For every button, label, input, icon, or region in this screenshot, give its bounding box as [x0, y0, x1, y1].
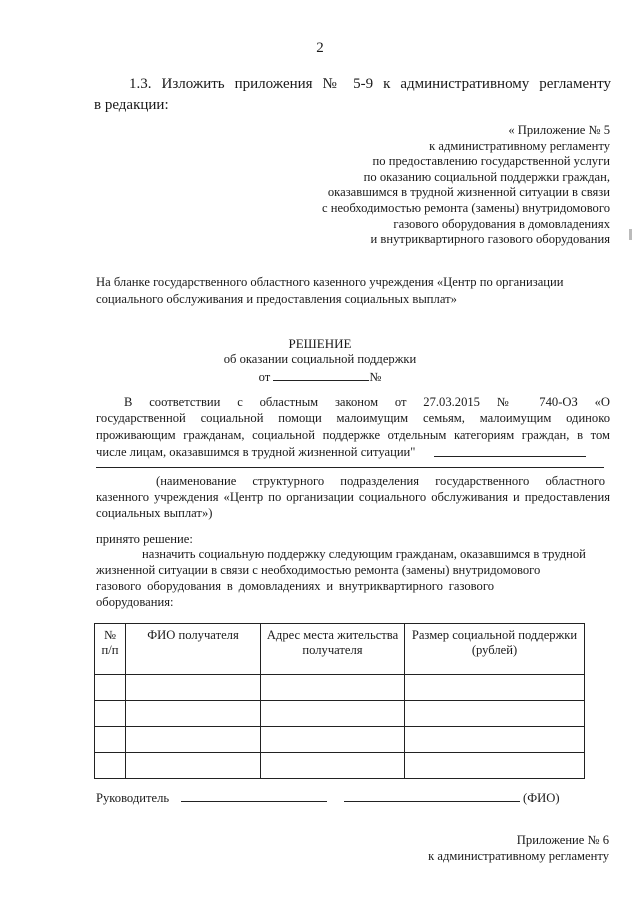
appendix5-header	[322, 123, 610, 248]
table-row	[95, 727, 585, 753]
signature-fio: (ФИО)	[523, 791, 560, 805]
body-line4: числе лицам, оказавшимся в трудной жизненной ситуации"	[96, 445, 416, 459]
appendix5-line: к административному регламенту	[429, 138, 610, 153]
assign-line2: жизненной ситуации в связи с необходимостью ремонта (замены) внутридомового	[96, 563, 541, 577]
table-row	[95, 675, 585, 701]
table-row	[95, 753, 585, 779]
col-header-amount: Размер социальной поддержки (рублей)	[405, 624, 585, 675]
unit-name-line3: социальных выплат»)	[96, 506, 213, 520]
appendix5-line: оказавшимся в трудной жизненной ситуации в связи	[327, 185, 610, 200]
date-prefix: от	[258, 370, 271, 384]
appendix5-line: и внутриквартирного газового оборудования	[370, 232, 610, 247]
unit-name-line1: (наименование структурного подразделения государственного областного	[156, 474, 605, 488]
decision-date-line	[0, 368, 640, 385]
letterhead-line1: На бланке государственного областного казенного учреждения «Центр по организации	[96, 275, 564, 289]
body-line1: В соответствии с областным законом от 27.03.2015 № 740-ОЗ «О	[124, 395, 610, 409]
table-header-row	[95, 624, 585, 675]
body-line2: государственной социальной помощи малоимущим семьям, малоимущим одиноко	[96, 411, 610, 425]
decision-subtitle: об оказании социальной поддержки	[223, 352, 417, 366]
assign-line1: назначить социальную поддержку следующим гражданам, оказавшимся в трудной	[142, 547, 586, 561]
table-row	[95, 701, 585, 727]
signature-label: Руководитель	[96, 791, 170, 805]
fio-blank	[344, 801, 520, 802]
recipients-table	[94, 623, 585, 779]
signature-blank	[181, 801, 327, 802]
blank-line	[434, 456, 586, 457]
body-line3: проживающим гражданам, социальной поддержке отдельным категориям граждан, в том	[96, 428, 610, 442]
appendix5-line: по оказанию социальной поддержки граждан,	[363, 169, 610, 184]
decision-taken: принято решение:	[96, 532, 193, 546]
appendix6-subtitle: к административному регламенту	[428, 849, 609, 863]
decision-title: РЕШЕНИЕ	[288, 336, 352, 351]
appendix5-line: газового оборудования в домовладениях	[393, 216, 610, 231]
col-header-address: Адрес места жительства получателя	[261, 624, 405, 675]
unit-name-line2: казенного учреждения «Центр по организации социального обслуживания и предоставления	[96, 490, 610, 504]
number-sign: №	[369, 370, 382, 384]
appendix5-line: с необходимостью ремонта (замены) внутридомового	[321, 200, 610, 215]
letterhead-line2: социального обслуживания и предоставления социальных выплат»	[96, 292, 457, 306]
appendix5-line: « Приложение № 5	[508, 123, 610, 137]
col-header-fio: ФИО получателя	[126, 624, 261, 675]
blank-line	[96, 467, 604, 468]
item-1-3-line2: в редакции:	[94, 97, 169, 113]
item-1-3-line1: 1.3. Изложить приложения № 5-9 к административному регламенту	[129, 76, 611, 92]
date-blank	[273, 368, 369, 381]
page-number: 2	[316, 40, 324, 56]
assign-line3: газового оборудования в домовладениях и внутриквартирного газового	[96, 579, 494, 593]
scan-artifact	[629, 229, 632, 240]
col-header-number: № п/п	[95, 624, 126, 675]
appendix5-line: по предоставлению государственной услуги	[372, 154, 610, 169]
appendix6-title: Приложение № 6	[516, 833, 609, 847]
assign-line4: оборудования:	[96, 595, 174, 609]
